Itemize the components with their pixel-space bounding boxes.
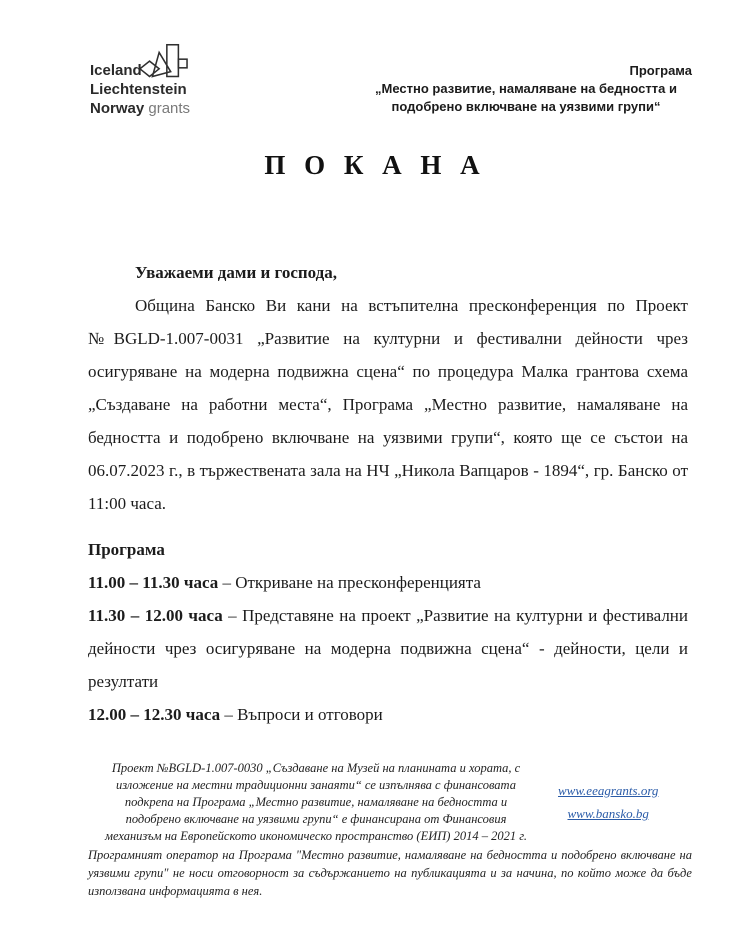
schedule-item — [88, 599, 688, 698]
link-bansko[interactable]: www.bansko.bg — [567, 806, 649, 821]
program-header-line2: „Местно развитие, намаляване на бедността и — [375, 81, 677, 96]
schedule-desc: – Откриване на пресконференцията — [218, 573, 481, 592]
page-header — [90, 42, 692, 122]
schedule-item — [88, 698, 688, 731]
logo-country-liechtenstein: Liechtenstein — [90, 81, 187, 98]
eea-grants-logo-icon — [138, 39, 188, 88]
schedule-time: 11.30 – 12.00 часа — [88, 606, 223, 625]
program-heading: Програма — [88, 540, 165, 559]
disclaimer: Програмният оператор на Програма "Местно развитие, намаляване на бедността и подобрено включване на уязвими групи" не носи отговорност за съдържанието на публикацията и за начина, по който може да бъде използвана информацията в нея. — [88, 848, 692, 898]
logo-country-iceland: Iceland — [90, 62, 142, 79]
program-header-line3: подобрено включване на уязвими групи“ — [391, 99, 661, 114]
intro-paragraph: Община Банско Ви кани на встъпителна пресконференция по Проект №BGLD-1.007-0031 „Развитие на културни и фестивални дейности чрез осигуряване на модерна подвижна сцена“ по процедура Малка грантова схема „Създаване на работни места“, Програма „Местно развитие, намаляване на бедността и подобрено включване на уязвими групи“, която ще се състои на 06.07.2023 г., в тържествената зала на НЧ „Никола Вапцаров - 1894“, гр. Банско от 11:00 часа. — [88, 296, 688, 513]
schedule-time: 12.00 – 12.30 часа — [88, 705, 221, 724]
logo-country-norway: Norway — [90, 100, 145, 117]
logo-grants-label: grants — [148, 100, 191, 117]
logo-text — [90, 42, 300, 118]
program-header — [360, 62, 692, 122]
program-header-line1: Програма — [629, 63, 692, 78]
page-title: П О К А Н А — [264, 150, 486, 180]
logo-country-norway-grants — [90, 99, 300, 118]
schedule-desc: – Представяне на проект „Развитие на културни и фестивални дейности чрез осигуряване на модерна подвижна сцена“ - дейности, цели и резултати — [88, 606, 688, 691]
funding-note: Проект №BGLD-1.007-0030 „Създаване на Музей на планината и хората, с изложение на местни традиционни занаяти“ се изпълнява с финансовата подкрепа на Програма „Местно развитие, намаляване на бедността и подобрено включване на уязвими групи“ е финансирана от Финансовия механизъм на Европейското икономическо пространство (ЕИП) 2014 – 2021 г. — [104, 761, 528, 843]
link-eeagrants[interactable]: www.eeagrants.org — [558, 783, 659, 798]
salutation: Уважаеми дами и господа, — [135, 263, 338, 282]
links-block — [558, 783, 658, 822]
footer — [100, 760, 662, 845]
eea-grants-logo — [90, 42, 300, 122]
schedule-desc: – Въпроси и отговори — [220, 705, 383, 724]
schedule-time: 11.00 – 11.30 часа — [88, 573, 219, 592]
letter-body — [88, 256, 688, 731]
schedule-item — [88, 566, 688, 599]
